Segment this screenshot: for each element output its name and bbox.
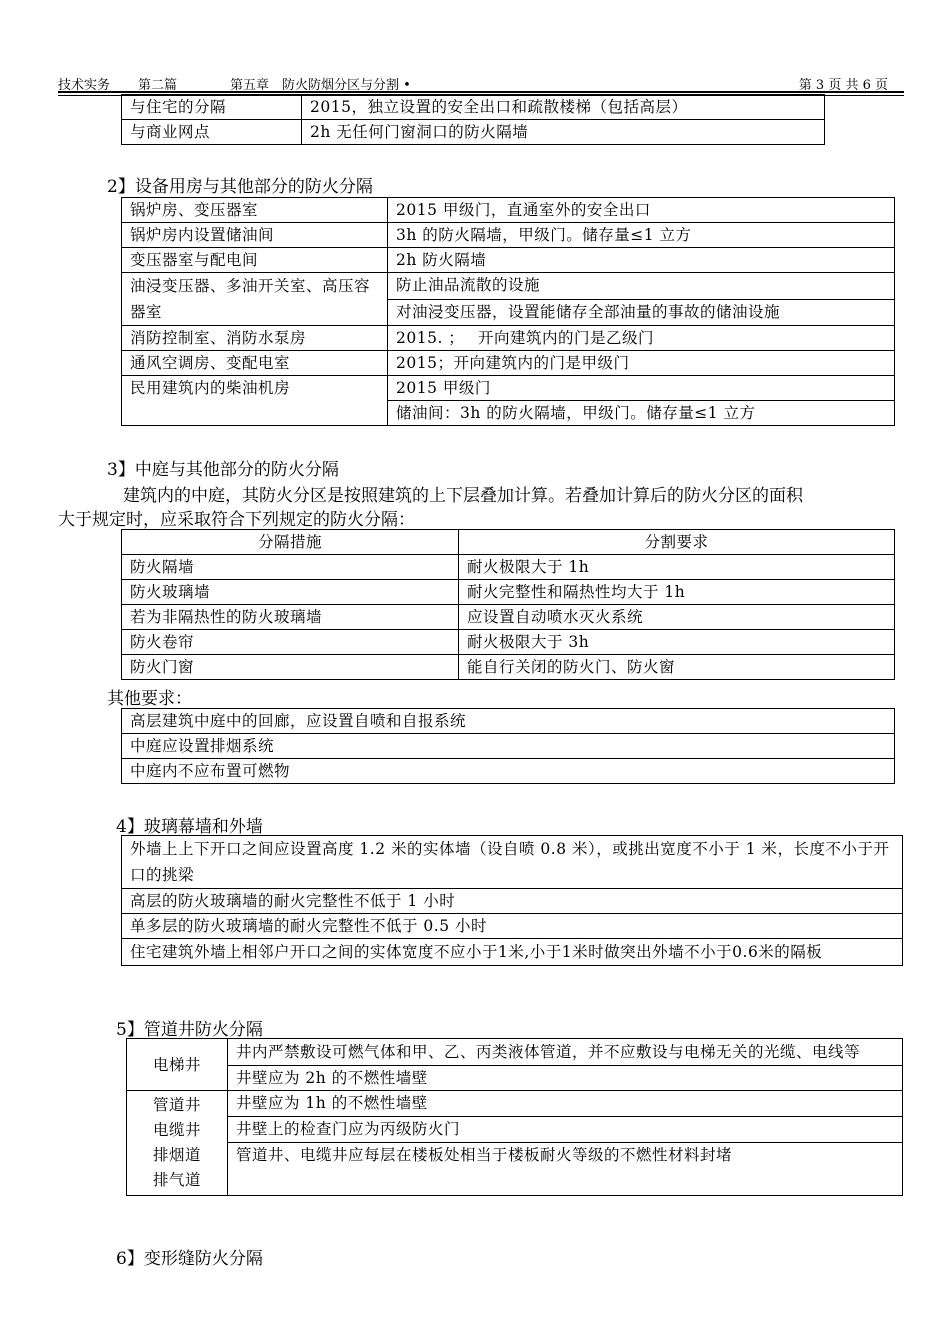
table-cell: 变压器室与配电间 bbox=[122, 248, 388, 273]
table-row bbox=[122, 630, 895, 655]
table-cell: 中庭应设置排烟系统 bbox=[122, 734, 895, 759]
page-header bbox=[58, 74, 904, 92]
paragraph-line-2: 大于规定时，应采取符合下列规定的防火分隔： bbox=[58, 510, 415, 530]
table-row bbox=[127, 1039, 903, 1066]
table-cell: 通风空调房、变配电室 bbox=[122, 351, 388, 376]
section-title-atrium: 3】中庭与其他部分的防火分隔 bbox=[107, 460, 339, 480]
table-atrium-other bbox=[121, 708, 895, 784]
table-cell: 油浸变压器、多油开关室、高压容器室 bbox=[122, 273, 388, 326]
shaft-label: 管道井 bbox=[152, 1096, 201, 1114]
table-row bbox=[122, 120, 825, 145]
table-row bbox=[127, 1142, 903, 1195]
table-cell: 井壁应为 2h 的不燃性墙壁 bbox=[228, 1066, 903, 1091]
section-title-equipment-rooms: 2】设备用房与其他部分的防火分隔 bbox=[107, 177, 373, 197]
table-row bbox=[122, 248, 895, 273]
table-cell: 若为非隔热性的防火玻璃墙 bbox=[122, 605, 459, 630]
table-header-row bbox=[122, 530, 895, 555]
table-row bbox=[122, 555, 895, 580]
table-cell: 管道井、电缆井应每层在楼板处相当于楼板耐火等级的不燃性材料封堵 bbox=[228, 1142, 903, 1195]
table-cell: 单多层的防火玻璃墙的耐火完整性不低于 0.5 小时 bbox=[122, 914, 903, 939]
table-cell: 防火隔墙 bbox=[122, 555, 459, 580]
table-row bbox=[122, 759, 895, 784]
table-cell: 与住宅的分隔 bbox=[122, 95, 302, 120]
table-cell: 2015；开向建筑内的门是甲级门 bbox=[388, 351, 895, 376]
table-cell: 防火玻璃墙 bbox=[122, 580, 459, 605]
header-rule bbox=[58, 91, 904, 93]
table-row bbox=[122, 889, 903, 914]
table-row bbox=[122, 709, 895, 734]
table-row bbox=[122, 326, 895, 351]
table-cell: 2015 甲级门，直通室外的安全出口 bbox=[388, 198, 895, 223]
table-cell: 防止油品流散的设施 bbox=[388, 273, 895, 300]
table-cell: 民用建筑内的柴油机房 bbox=[122, 376, 388, 426]
table-row bbox=[122, 223, 895, 248]
paragraph-line-1: 建筑内的中庭，其防火分区是按照建筑的上下层叠加计算。若叠加计算后的防火分区的面积 bbox=[123, 486, 803, 506]
table-row bbox=[122, 655, 895, 680]
table-cell: 2015. ； 开向建筑内的门是乙级门 bbox=[388, 326, 895, 351]
table-cell: 应设置自动喷水灭火系统 bbox=[459, 605, 895, 630]
section-title-shafts: 5】管道井防火分隔 bbox=[116, 1020, 263, 1040]
table-cell: 耐火极限大于 1h bbox=[459, 555, 895, 580]
column-header: 分割要求 bbox=[459, 530, 895, 555]
table-cell: 井壁上的检查门应为丙级防火门 bbox=[228, 1116, 903, 1142]
table-residential-separation bbox=[121, 94, 825, 145]
shaft-types-cell bbox=[127, 1091, 228, 1196]
table-cell: 防火卷帘 bbox=[122, 630, 459, 655]
header-part: 第二篇 bbox=[138, 78, 178, 93]
table-row bbox=[122, 95, 825, 120]
table-cell: 井壁应为 1h 的不燃性墙壁 bbox=[228, 1091, 903, 1117]
table-cell: 锅炉房、变压器室 bbox=[122, 198, 388, 223]
shaft-label: 排气道 bbox=[152, 1171, 201, 1189]
table-cell: 耐火极限大于 3h bbox=[459, 630, 895, 655]
table-curtain-wall bbox=[121, 835, 903, 966]
table-row bbox=[127, 1066, 903, 1091]
table-cell: 与商业网点 bbox=[122, 120, 302, 145]
table-cell: 2015 甲级门 bbox=[388, 376, 895, 401]
header-chapter: 第五章 防火防烟分区与分割 • bbox=[230, 78, 411, 93]
table-row bbox=[122, 914, 903, 939]
table-shafts bbox=[126, 1038, 903, 1196]
shaft-label: 排烟道 bbox=[152, 1146, 201, 1164]
table-atrium-measures bbox=[121, 529, 895, 680]
table-row bbox=[122, 836, 903, 889]
table-cell: 2h 防火隔墙 bbox=[388, 248, 895, 273]
table-cell: 3h 的防火隔墙，甲级门。储存量≤1 立方 bbox=[388, 223, 895, 248]
table-cell: 外墙上上下开口之间应设置高度 1.2 米的实体墙（设自喷 0.8 米），或挑出宽度不小于 1 米，长度不小于开口的挑梁 bbox=[122, 836, 903, 889]
table-cell: 储油间：3h 的防火隔墙，甲级门。储存量≤1 立方 bbox=[388, 401, 895, 426]
table-row bbox=[122, 351, 895, 376]
table-cell: 中庭内不应布置可燃物 bbox=[122, 759, 895, 784]
table-cell: 消防控制室、消防水泵房 bbox=[122, 326, 388, 351]
table-cell: 井内严禁敷设可燃气体和甲、乙、丙类液体管道，并不应敷设与电梯无关的光缆、电线等 bbox=[228, 1039, 903, 1066]
table-cell: 住宅建筑外墙上相邻户开口之间的实体宽度不应小于1米,小于1米时做突出外墙不小于0.6米的隔板 bbox=[122, 939, 903, 966]
elevator-shaft-label: 电梯井 bbox=[127, 1039, 228, 1091]
table-cell: 2h 无任何门窗洞口的防火隔墙 bbox=[302, 120, 825, 145]
table-cell: 防火门窗 bbox=[122, 655, 459, 680]
table-cell: 耐火完整性和隔热性均大于 1h bbox=[459, 580, 895, 605]
section-title-expansion-joint: 6】变形缝防火分隔 bbox=[116, 1249, 263, 1269]
table-row bbox=[122, 580, 895, 605]
table-cell: 能自行关闭的防火门、防火窗 bbox=[459, 655, 895, 680]
header-page-info: 第 3 页 共 6 页 bbox=[798, 78, 888, 93]
table-cell: 锅炉房内设置储油间 bbox=[122, 223, 388, 248]
other-requirements-label: 其他要求： bbox=[107, 689, 192, 709]
table-cell: 高层的防火玻璃墙的耐火完整性不低于 1 小时 bbox=[122, 889, 903, 914]
table-equipment-rooms bbox=[121, 197, 895, 426]
table-row bbox=[122, 605, 895, 630]
table-row bbox=[127, 1116, 903, 1142]
column-header: 分隔措施 bbox=[122, 530, 459, 555]
table-cell: 高层建筑中庭中的回廊，应设置自喷和自报系统 bbox=[122, 709, 895, 734]
shaft-label: 电缆井 bbox=[152, 1121, 201, 1139]
table-row bbox=[122, 734, 895, 759]
table-row bbox=[127, 1091, 903, 1117]
table-row bbox=[122, 939, 903, 966]
table-row bbox=[122, 376, 895, 401]
section-title-curtain-wall: 4】玻璃幕墙和外墙 bbox=[116, 817, 263, 837]
table-row bbox=[122, 273, 895, 300]
table-row bbox=[122, 198, 895, 223]
header-book: 技术实务 bbox=[58, 78, 111, 93]
table-cell: 对油浸变压器，设置能储存全部油量的事故的储油设施 bbox=[388, 299, 895, 326]
table-cell: 2015，独立设置的安全出口和疏散楼梯（包括高层） bbox=[302, 95, 825, 120]
